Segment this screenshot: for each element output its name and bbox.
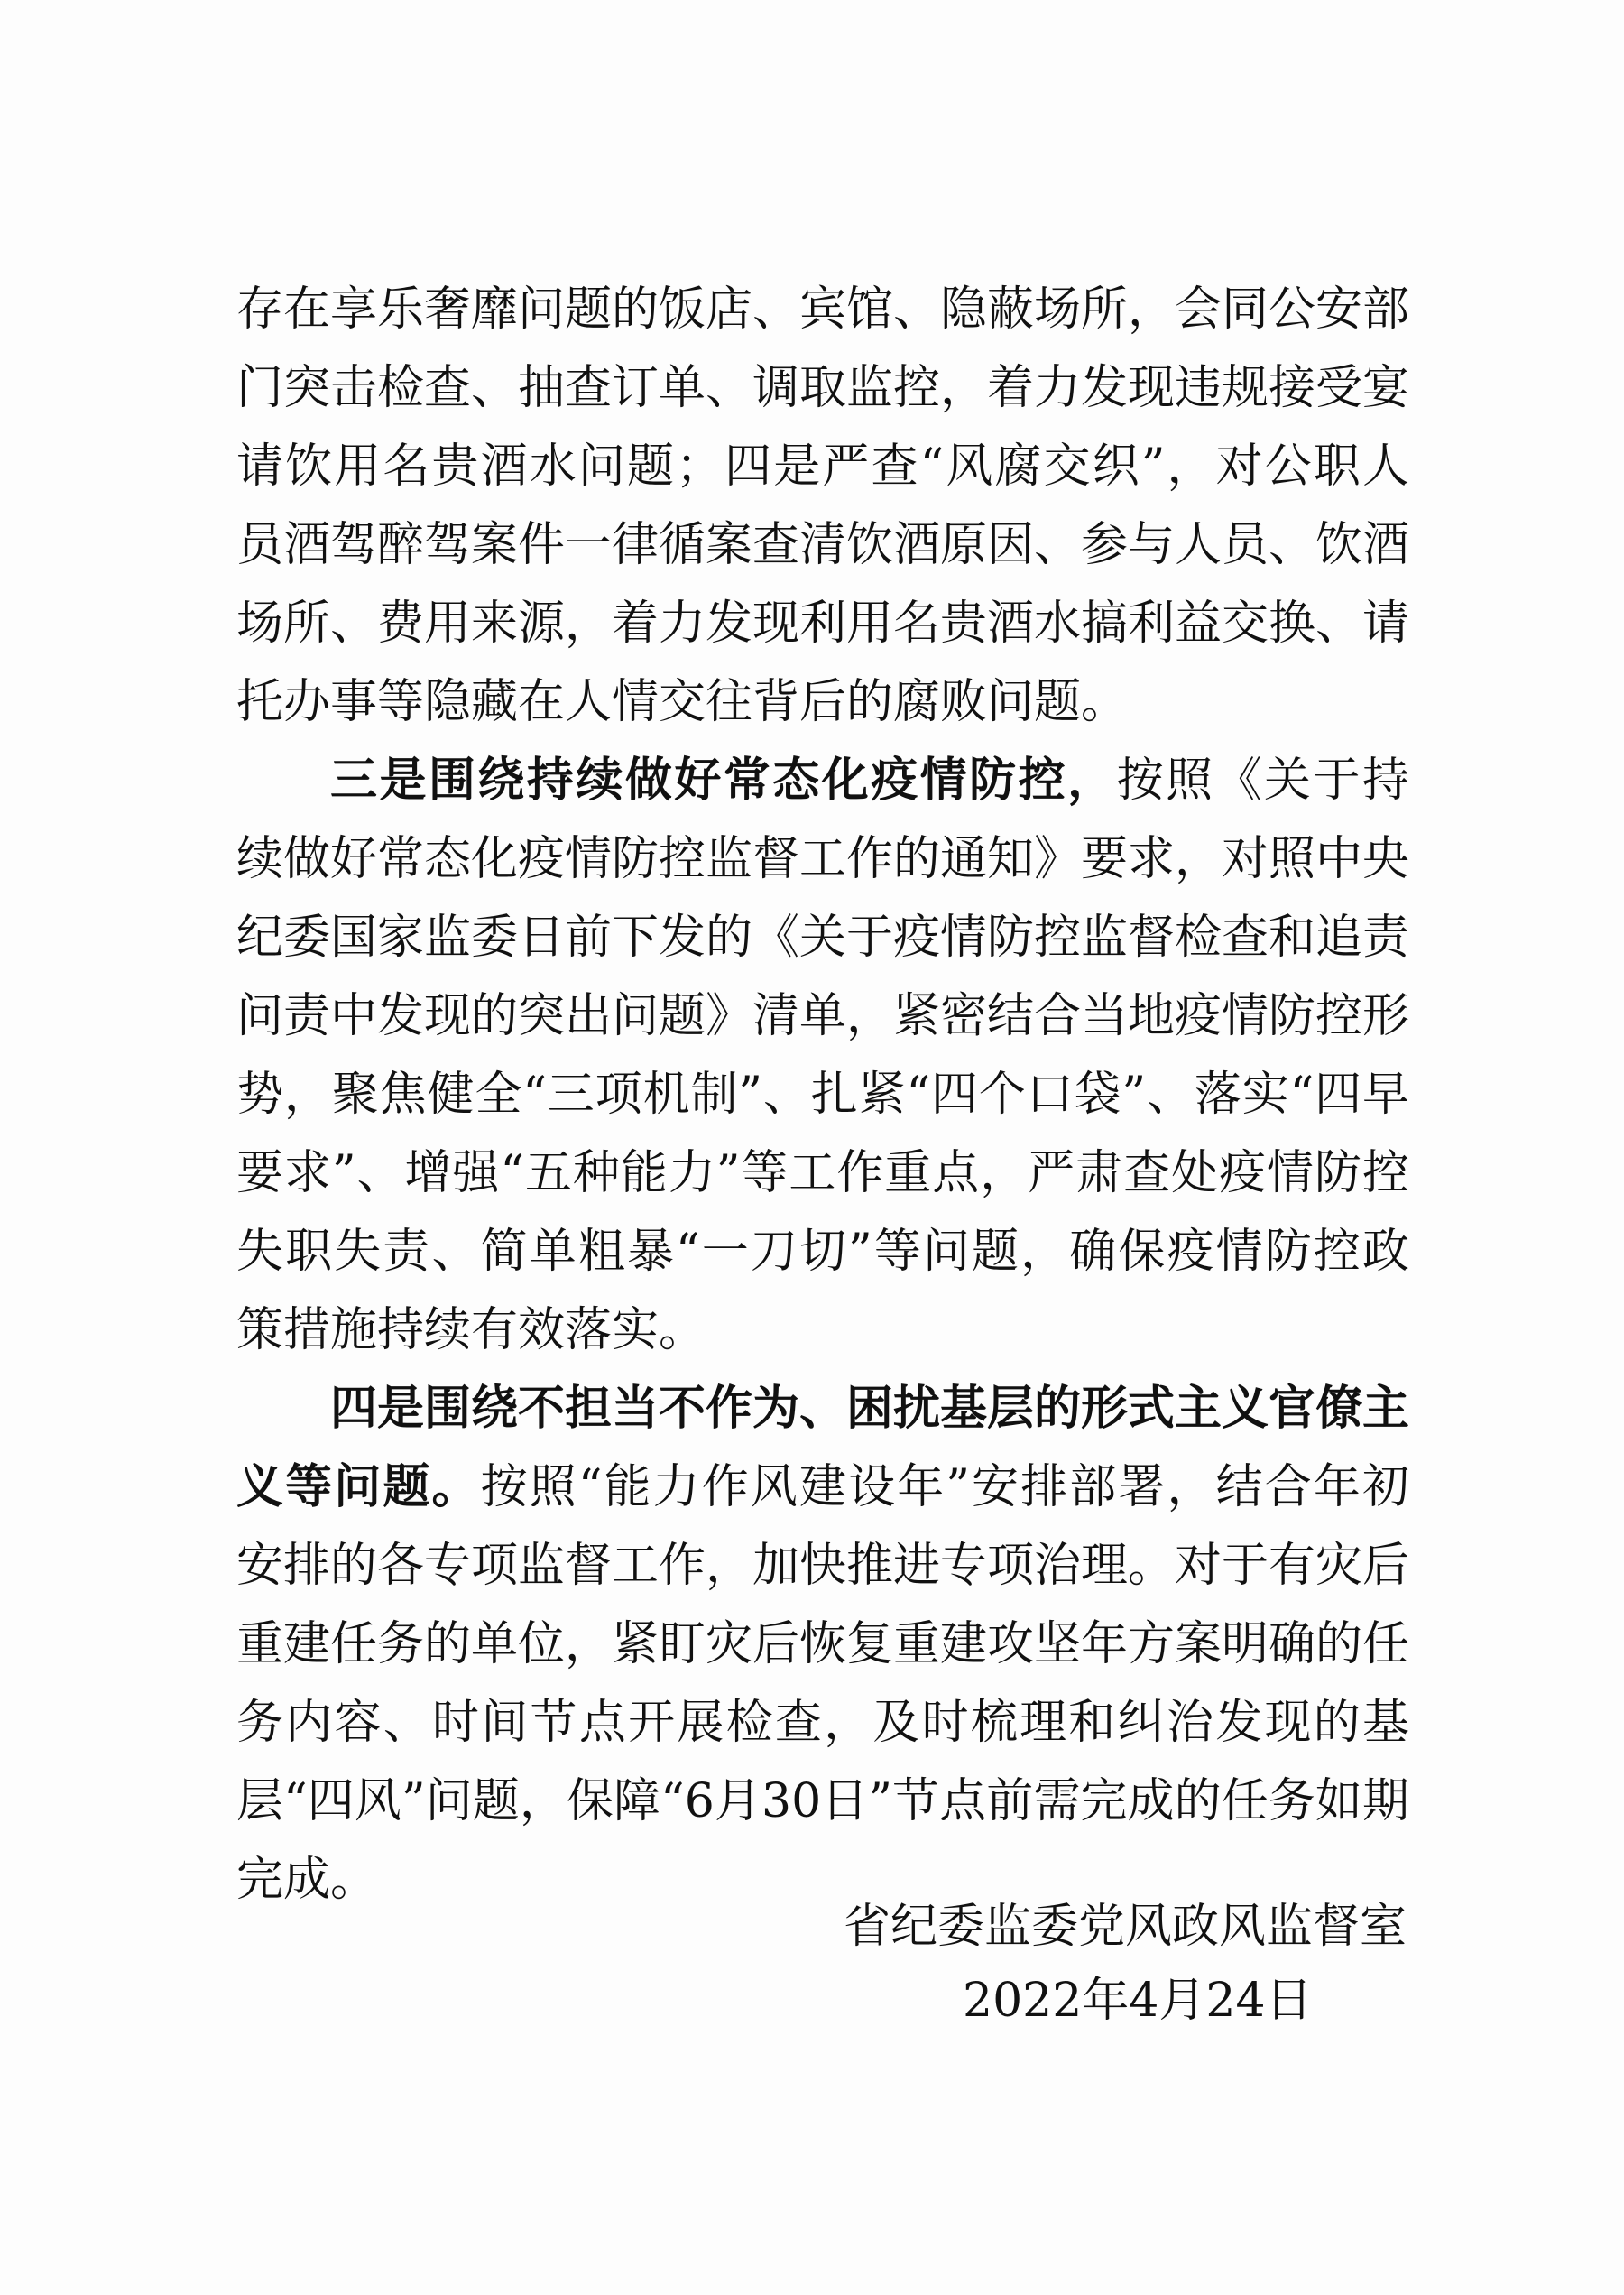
paragraph-text: 按照《关于持续做好常态化疫情防控监督工作的通知》要求，对照中央纪委国家监委日前下发的《关于疫情防控监督检查和追责问责中发现的突出问题》清单，紧密结合当地疫情防控形势，聚焦健全“三项机制”、扎紧“四个口袋”、落实“四早要求”、增强“五种能力”等工作重点，严肃查处疫情防控失职失责、简单粗暴“一刀切”等问题，确保疫情防控政策措施持续有效落实。 <box>236 754 1410 1357</box>
issuer-signature: 省纪委监委党风政风监督室 <box>844 1900 1407 1954</box>
paragraph-lead-heading: 三是围绕持续做好常态化疫情防控， <box>330 754 1117 808</box>
paragraph-text: 按照“能力作风建设年”安排部署，结合年初安排的各专项监督工作，加快推进专项治理。对于有灾后重建任务的单位，紧盯灾后恢复重建攻坚年方案明确的任务内容、时间节点开展检查，及时梳理和纠治发现的基层“四风”问题，保障“6月30日”节点前需完成的任务如期完成。 <box>236 1460 1410 1907</box>
issue-date: 2022年4月24日 <box>963 1974 1313 2028</box>
document-body <box>236 271 1409 1920</box>
paragraph-lead-heading: 四是围绕不担当不作为、困扰基层的形式主义官僚主义等问题。 <box>236 1382 1410 1514</box>
paragraph-text: 存在享乐奢靡问题的饭店、宾馆、隐蔽场所，会同公安部门突击检查、抽查订单、调取监控，着力发现违规接受宴请饮用名贵酒水问题；四是严查“风腐交织”，对公职人员酒驾醉驾案件一律循案查清饮酒原因、参与人员、饮酒场所、费用来源，着力发现利用名贵酒水搞利益交换、请托办事等隐藏在人情交往背后的腐败问题。 <box>236 282 1410 729</box>
paragraph-item-three <box>236 742 1409 1370</box>
paragraph-continued <box>236 271 1409 742</box>
paragraph-item-four <box>236 1370 1409 1920</box>
